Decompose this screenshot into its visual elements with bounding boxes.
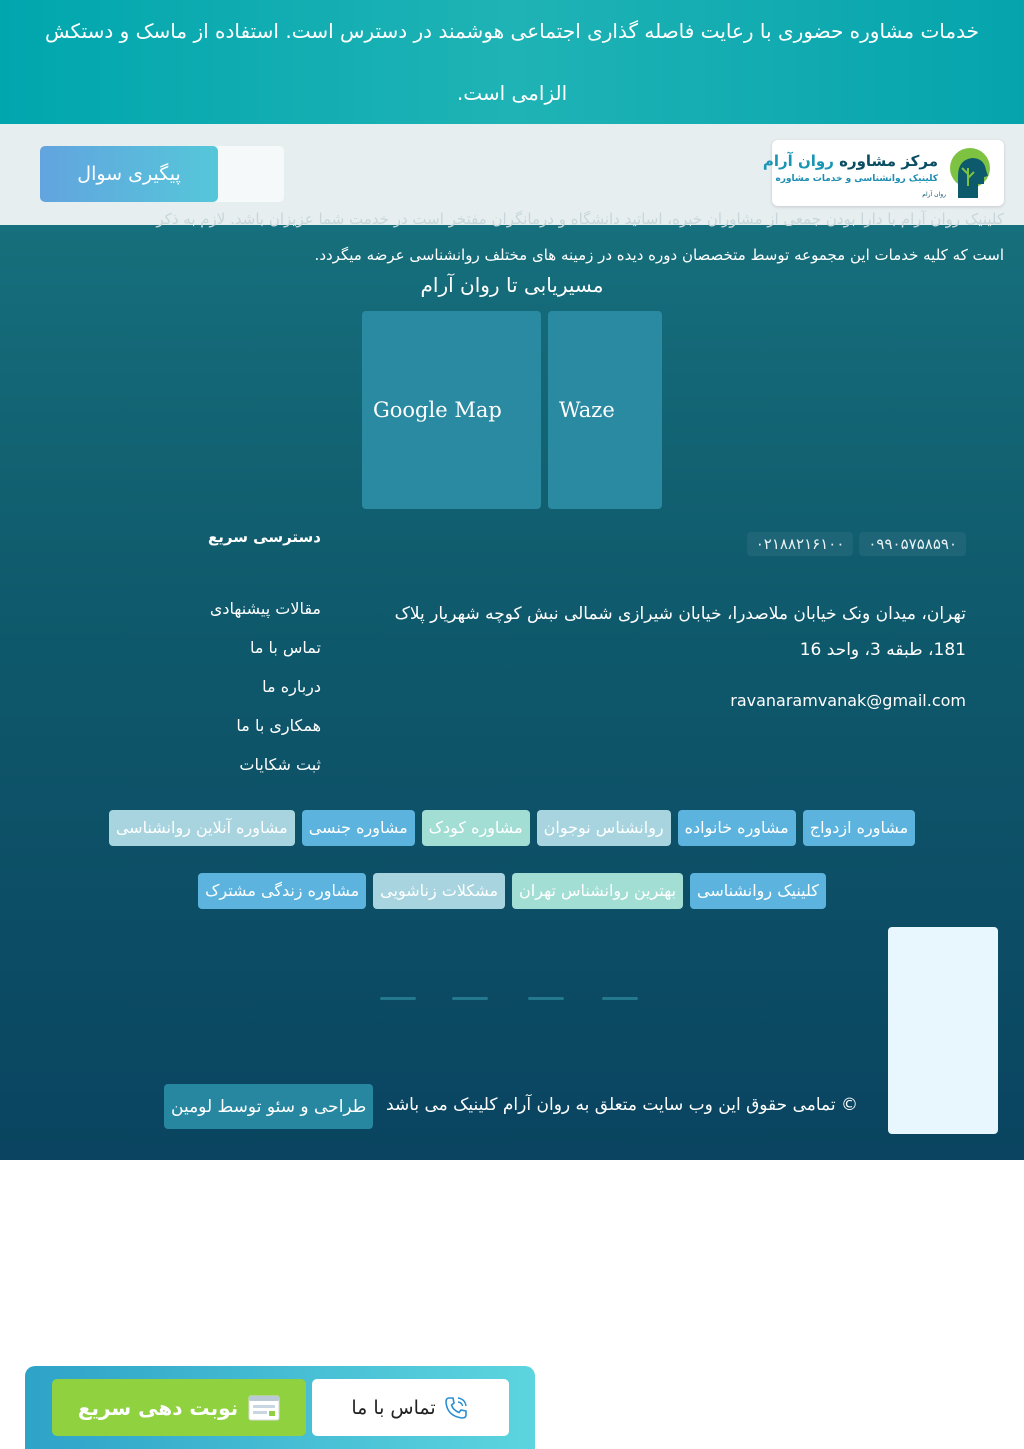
logo-title bbox=[763, 152, 938, 170]
trust-badge-placeholder bbox=[888, 927, 998, 1134]
quick-link-complaints[interactable]: ثبت شکایات bbox=[239, 755, 321, 774]
waze-button[interactable]: Waze bbox=[548, 311, 662, 509]
tag-row-1 bbox=[80, 810, 944, 846]
logo-title-main: مرکز مشاوره bbox=[833, 152, 938, 170]
slider-dots bbox=[380, 997, 650, 1001]
slider-dot[interactable] bbox=[602, 997, 638, 1000]
follow-question-button[interactable]: پیگیری سوال bbox=[40, 146, 218, 202]
booking-label: نوبت دهی سریع bbox=[77, 1395, 239, 1420]
quick-link-about[interactable]: درباره ما bbox=[262, 677, 321, 696]
tag-link[interactable]: مشاوره جنسی bbox=[302, 810, 415, 846]
tag-link[interactable]: روانشناس نوجوان bbox=[537, 810, 671, 846]
logo-mark-text: روان آرام bbox=[922, 191, 946, 198]
phone-icon bbox=[442, 1394, 470, 1422]
slider-dot[interactable] bbox=[380, 997, 416, 1000]
designer-link[interactable]: طراحی و سئو توسط لومین bbox=[164, 1084, 373, 1129]
call-label: تماس با ما bbox=[351, 1396, 436, 1419]
tag-row-2 bbox=[80, 873, 944, 909]
tag-link[interactable]: مشاوره کودک bbox=[422, 810, 530, 846]
call-button[interactable] bbox=[312, 1379, 509, 1436]
site-logo[interactable] bbox=[762, 140, 1004, 206]
tag-link[interactable]: کلینیک روانشناسی bbox=[690, 873, 826, 909]
copyright-text: © تمامی حقوق این وب سایت متعلق به روان آرام کلینیک می باشد bbox=[386, 1095, 858, 1115]
phone-landline[interactable]: ۰۲۱۸۸۲۱۶۱۰۰ bbox=[747, 532, 854, 556]
notice-text: خدمات مشاوره حضوری با رعایت فاصله گذاری اجتماعی هوشمند در دسترس است. استفاده از ماسک و دستکش الزامی است. bbox=[45, 19, 979, 105]
logo-subtitle: کلینیک روانشناسی و خدمات مشاوره bbox=[775, 174, 938, 184]
tree-head-icon bbox=[922, 146, 994, 200]
address-text: تهران، میدان ونک خیابان ملاصدرا، خیابان شیرازی شمالی نبش کوچه شهریار پلاک 181، طبقه 3، واحد 16 bbox=[394, 604, 966, 660]
quick-link-cooperate[interactable]: همکاری با ما bbox=[236, 716, 321, 735]
bottom-action-bar bbox=[25, 1366, 535, 1449]
form-icon bbox=[248, 1394, 280, 1422]
quick-booking-button[interactable] bbox=[52, 1379, 306, 1436]
quick-access-title: دسترسی سریع bbox=[207, 528, 321, 546]
site-footer bbox=[0, 210, 1024, 1160]
about-line-1: کلینیک روان آرام با دارا بودن جمعی از مشاوران خبره، اساتید دانشگاه و درمانگران مفتخر است در خدمت شما عزیزان باشد. لازم به ذکر bbox=[156, 210, 1004, 228]
tag-cloud bbox=[80, 810, 944, 936]
quick-access-list bbox=[210, 597, 321, 792]
tag-link[interactable]: مشاوره زندگی مشترک bbox=[198, 873, 366, 909]
route-title: مسیریابی تا روان آرام bbox=[420, 273, 604, 297]
slider-dot[interactable] bbox=[528, 997, 564, 1000]
google-map-button[interactable]: Google Map bbox=[362, 311, 541, 509]
email-link[interactable]: ravanaramvanak@gmail.com bbox=[730, 691, 966, 710]
phone-mobile[interactable]: ۰۹۹۰۵۷۵۸۵۹۰ bbox=[859, 532, 966, 556]
quick-link-contact[interactable]: تماس با ما bbox=[249, 638, 321, 657]
phone-list bbox=[747, 532, 966, 556]
notice-banner bbox=[0, 0, 1024, 124]
tag-link[interactable]: بهترین روانشناس تهران bbox=[512, 873, 683, 909]
tag-link[interactable]: مشاوره ازدواج bbox=[803, 810, 915, 846]
tag-link[interactable]: مشاوره آنلاین روانشناسی bbox=[109, 810, 295, 846]
quick-link-articles[interactable]: مقالات پیشنهادی bbox=[209, 599, 321, 618]
about-line-2: است که کلیه خدمات این مجموعه توسط متخصصان دوره دیده در زمینه های مختلف روانشناسی عرضه میگردد. bbox=[314, 246, 1004, 264]
slider-dot[interactable] bbox=[452, 997, 488, 1000]
tag-link[interactable]: مشاوره خانواده bbox=[678, 810, 796, 846]
about-text bbox=[20, 201, 1004, 273]
logo-title-accent: روان آرام bbox=[762, 152, 834, 170]
follow-question-box bbox=[40, 146, 284, 202]
tag-link[interactable]: مشکلات زناشویی bbox=[373, 873, 505, 909]
